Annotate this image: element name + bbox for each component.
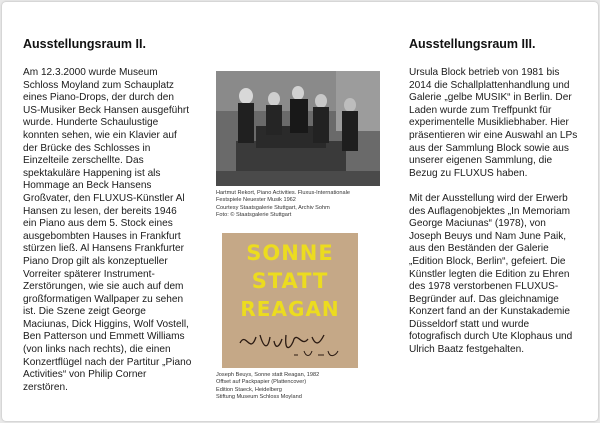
photo-illustration (216, 71, 380, 186)
cover-caption-line: Joseph Beuys, Sonne statt Reagan, 1982 (216, 372, 320, 378)
cover-word-sonne: SONNE (246, 241, 334, 265)
cover-caption-line: Edition Staeck, Heidelberg (216, 386, 282, 393)
photo-caption (216, 190, 350, 219)
cover-caption (216, 372, 319, 401)
cover-word-reagan: REAGAN (240, 297, 340, 321)
cover-word-statt: STATT (251, 269, 329, 293)
cover-caption-line: Stiftung Museum Schloss Moyland (216, 393, 302, 400)
piano-activities-photo (216, 71, 380, 186)
left-heading: Ausstellungsraum II. (23, 37, 146, 51)
brochure-page (2, 2, 598, 421)
left-paragraph: Am 12.3.2000 wurde Museum Schloss Moyland zum Schauplatz eines Piano-Drops, der durch den US-Musiker Beck Hansen ausgeführt wurde. Hunderte Schaulustige konnten sehen, wie ein Klavier auf der Brücke des Schlosses in Einzelteile zerschellte. Das spektakuläre Happening ist als Hommage an Beck Hansens Großvater, den FLUXUS-Künstler Al Hansen zu lesen, der bereits 1946 ein Piano aus dem 5. Stock eines ausgebombten Hauses in Frankfurt stürzen ließ. Al Hansens Frankfurter Piano Drop gilt als konzeptueller Vorreiter späterer Instrument-Zerstörungen, wie sie auch auf dem großformatigen Wallpaper zu sehen ist. Die Szene zeigt George Maciunas, Dick Higgins, Wolf Vostell, Ben Patterson und Emmett Williams (von links nach rechts), die einen Konzertflügel nach der Partitur „Piano Activities“ von Philip Corner zerstören. (23, 67, 192, 393)
right-column (409, 67, 579, 357)
beuys-signature-image (232, 325, 352, 365)
left-column (23, 67, 193, 394)
photo-caption-line: Foto: © Staatsgalerie Stuttgart (216, 211, 292, 218)
right-paragraph-1: Ursula Block betrieb von 1981 bis 2014 die Schallplattenhandlung und Galerie „gelbe MUSIK“ in Berlin. Der Laden wurde zum Treffpunkt für experimentelle Musikliebhaber. Hier präsentieren wir eine Auswahl an LPs aus der Sammlung Block sowie aus unserer eigenen Sammlung, die Bezug zu FLUXUS haben. (409, 67, 578, 179)
photo-caption-line: Hartmut Rekort, Piano Activities. Fluxus-Internationale (216, 190, 350, 196)
photo-caption-line: Festspiele Neuester Musik 1962 (216, 197, 296, 204)
right-paragraph-2: Mit der Ausstellung wird der Erwerb des Auflagenobjektes „In Memoriam George Maciunas“ (1978), von Joseph Beuys und Nam June Paik, aus den Beständen der Galerie „Edition Block, Berlin“, gefeiert. Die Künstler legten die Edition zu Ehren des 1978 verstorbenen FLUXUS-Begründer auf. Das gleichnamige Konzert fand an der Kunstakademie Düsseldorf statt und wurde fotografisch durch Ute Klophaus und Ulrich Baatz festgehalten. (409, 192, 573, 356)
cover-caption-line: Offset auf Packpapier (Plattencover) (216, 379, 307, 386)
record-cover (222, 233, 358, 368)
right-heading: Ausstellungsraum III. (409, 37, 536, 51)
photo-caption-line: Courtesy Staatsgalerie Stuttgart, Archiv Sohm (216, 204, 330, 211)
